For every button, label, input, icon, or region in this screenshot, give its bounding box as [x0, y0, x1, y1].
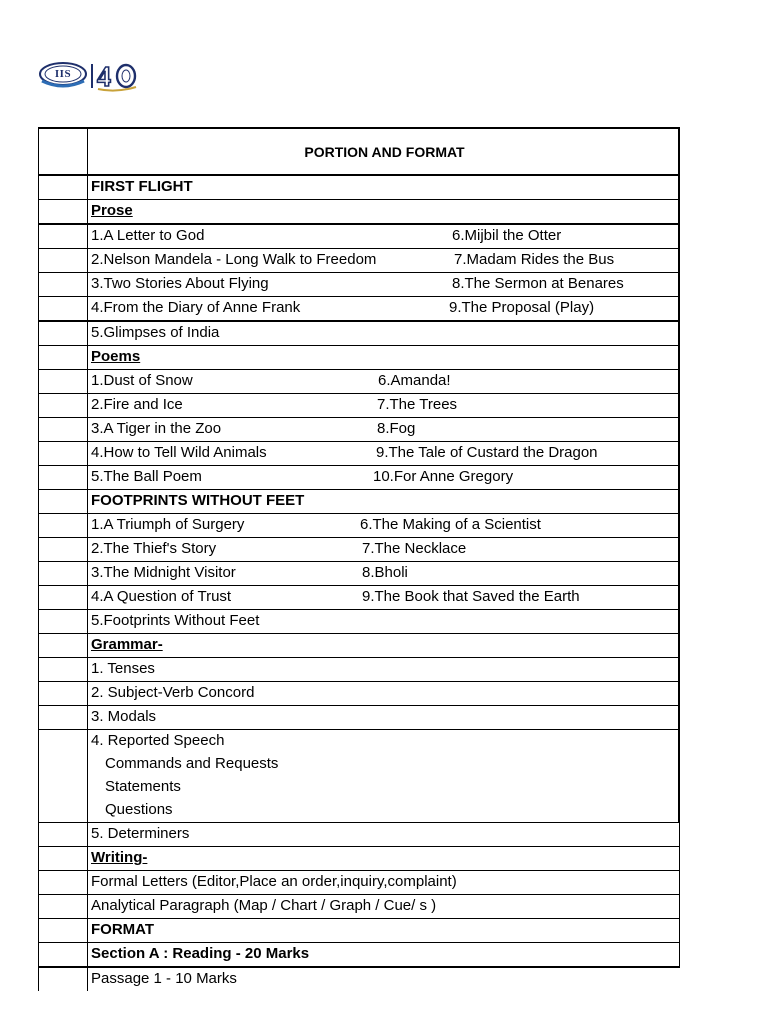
poem-item: 2.Fire and Ice [91, 396, 183, 413]
grammar-item: 4. Reported Speech [88, 730, 680, 753]
table-row [38, 895, 680, 919]
grammar-item: 5. Determiners [88, 823, 680, 846]
chapter-item: 4.From the Diary of Anne Frank [91, 299, 301, 316]
table-row [38, 706, 680, 730]
table-row [38, 753, 680, 776]
table-row [38, 610, 680, 634]
chapter-item: 3.The Midnight Visitor [91, 564, 236, 581]
table-row [38, 847, 680, 871]
section-heading-prose: Prose [88, 200, 680, 223]
table-row [38, 418, 680, 442]
table-row [38, 776, 680, 799]
grammar-subitem: Commands and Requests [88, 753, 680, 776]
table-row [38, 346, 680, 370]
poem-item: 9.The Tale of Custard the Dragon [376, 444, 598, 461]
book-heading-footprints: FOOTPRINTS WITHOUT FEET [88, 490, 680, 513]
chapter-item: 8.The Sermon at Benares [452, 275, 624, 292]
table-row [38, 466, 680, 490]
chapter-item: 2.The Thief's Story [91, 540, 217, 557]
table-row [38, 297, 680, 322]
table-row [38, 658, 680, 682]
school-logo [38, 60, 138, 92]
chapter-item: 7.Madam Rides the Bus [454, 251, 615, 268]
table-row [38, 823, 680, 847]
grammar-item: 3. Modals [88, 706, 680, 729]
grammar-subitem: Questions [88, 799, 680, 822]
format-heading: FORMAT [88, 919, 680, 942]
table-row [38, 225, 680, 249]
grammar-subitem: Statements [88, 776, 680, 799]
chapter-item: 2.Nelson Mandela - Long Walk to Freedom [91, 251, 377, 268]
table-row [38, 249, 680, 273]
anniversary-40-icon [96, 60, 138, 92]
chapter-item: 3.Two Stories About Flying [91, 275, 269, 292]
chapter-item: 6.Mijbil the Otter [452, 227, 562, 244]
chapter-item: 1.A Letter to God [91, 227, 205, 244]
grammar-item: 1. Tenses [88, 658, 680, 681]
grammar-item: 2. Subject-Verb Concord [88, 682, 680, 705]
portion-format-table [38, 127, 680, 991]
table-row [38, 490, 680, 514]
table-row [38, 176, 680, 200]
poem-item: 3.A Tiger in the Zoo [91, 420, 222, 437]
writing-item: Formal Letters (Editor,Place an order,inquiry,complaint) [88, 871, 680, 894]
table-row [38, 442, 680, 466]
book-heading-first-flight: FIRST FLIGHT [88, 176, 680, 199]
table-row [38, 370, 680, 394]
chapter-item: 8.Bholi [362, 564, 408, 581]
svg-text:4: 4 [97, 62, 111, 92]
table-row [38, 514, 680, 538]
table-row [38, 586, 680, 610]
section-heading-writing: Writing- [88, 847, 680, 870]
poem-item: 7.The Trees [377, 396, 458, 413]
table-row [38, 634, 680, 658]
passage-item: Passage 1 - 10 Marks [91, 970, 237, 987]
table-row [38, 730, 680, 753]
poem-item: 1.Dust of Snow [91, 372, 193, 389]
table-row [38, 799, 680, 823]
chapter-item: 9.The Proposal (Play) [449, 299, 595, 316]
chapter-item: 5.Glimpses of India [88, 322, 680, 345]
chapter-item: 4.A Question of Trust [91, 588, 232, 605]
poem-item: 6.Amanda! [378, 372, 451, 389]
chapter-item: 7.The Necklace [362, 540, 467, 557]
table-row [38, 394, 680, 418]
table-row [38, 538, 680, 562]
chapter-item: 5.Footprints Without Feet [88, 610, 680, 633]
poem-item: 5.The Ball Poem [91, 468, 202, 485]
section-heading-poems: Poems [88, 346, 680, 369]
poem-item: 10.For Anne Gregory [373, 468, 514, 485]
table-row [38, 968, 680, 991]
table-row [38, 273, 680, 297]
chapter-item: 1.A Triumph of Surgery [91, 516, 245, 533]
table-row [38, 943, 680, 968]
poem-item: 8.Fog [377, 420, 416, 437]
table-row [38, 322, 680, 346]
table-title: PORTION AND FORMAT [88, 129, 680, 174]
poem-item: 4.How to Tell Wild Animals [91, 444, 267, 461]
section-a-heading: Section A : Reading - 20 Marks [88, 943, 680, 966]
chapter-item: 9.The Book that Saved the Earth [362, 588, 580, 605]
table-row [38, 919, 680, 943]
table-row [38, 682, 680, 706]
table-row [38, 562, 680, 586]
table-row [38, 871, 680, 895]
section-heading-grammar: Grammar- [88, 634, 680, 657]
chapter-item: 6.The Making of a Scientist [360, 516, 541, 533]
logo-divider [91, 64, 93, 88]
seal-lettering: IIS [54, 68, 72, 80]
table-row [38, 200, 680, 225]
table-title-row [38, 127, 680, 176]
writing-item: Analytical Paragraph (Map / Chart / Graph / Cue/ s ) [88, 895, 680, 918]
